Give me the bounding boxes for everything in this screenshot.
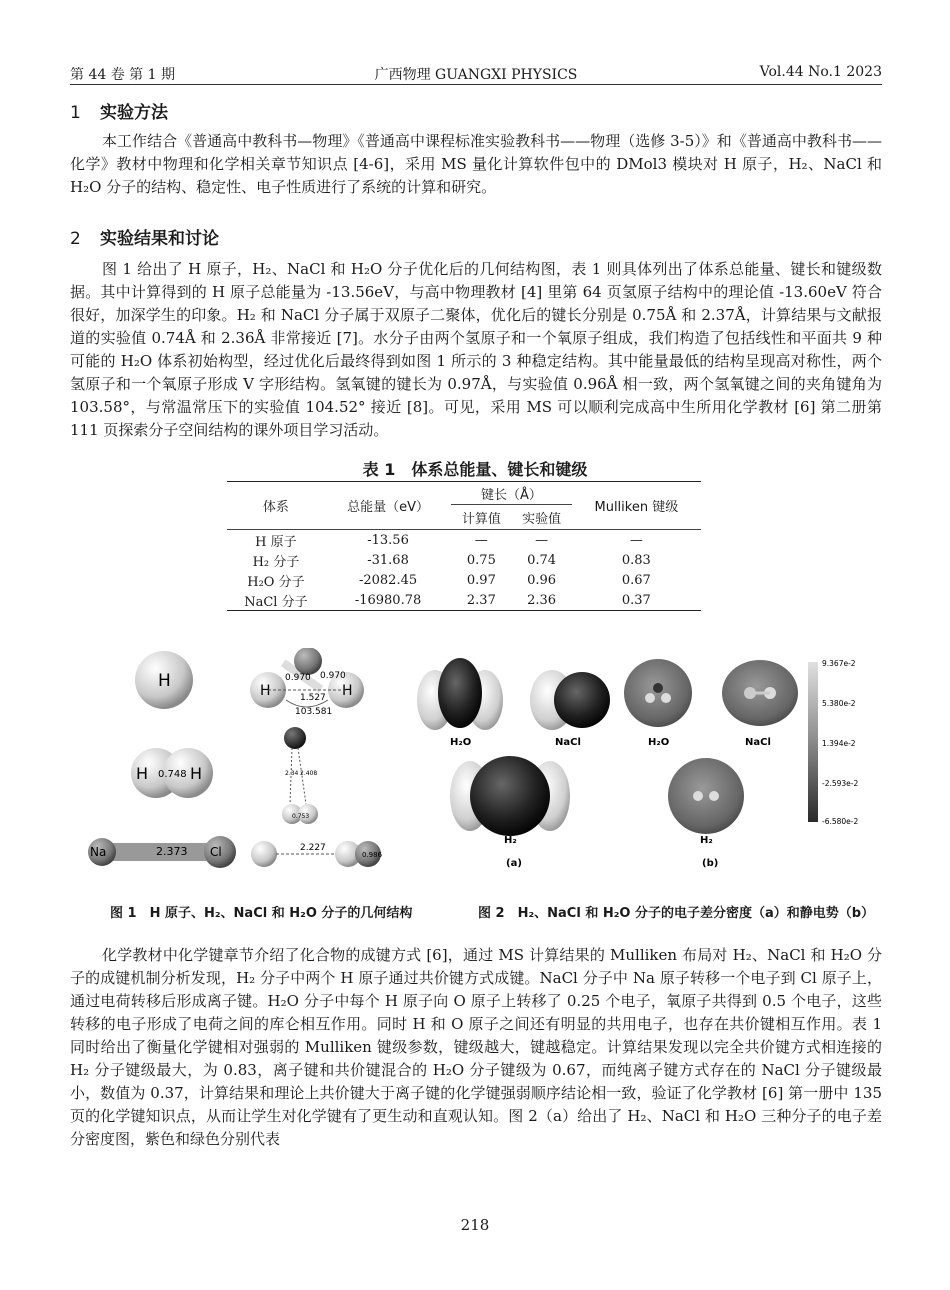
section-1-paragraph: 本工作结合《普通高中教科书—物理》《普通高中课程标准实验教科书——物理（选修 3-5）》和《普通高中教科书——化学》教材中物理和化学相关章节知识点 [4-6]，采用 MS 量化计算软件包中的 DMol3 模块对 H 原子，H₂、NaCl 和 H₂O 分子的结构、稳定性、电子性质进行了系统的计算和研究。 xyxy=(70,132,882,196)
label-h2-a: H₂ xyxy=(504,835,517,846)
scale-tick-1: 5.380e-2 xyxy=(822,699,856,708)
cell-exp: 2.36 xyxy=(527,592,557,608)
s2-dist-3: 0.753 xyxy=(292,813,310,820)
cell-calc: 2.37 xyxy=(466,592,496,608)
label-nacl-a: NaCl xyxy=(555,737,581,748)
cell-exp: — xyxy=(535,532,549,548)
cl-label: Cl xyxy=(210,845,222,859)
potential-h2 xyxy=(668,758,744,869)
section-1-heading xyxy=(70,98,168,123)
potential-color-scale xyxy=(808,659,858,826)
label-h2-b: H₂ xyxy=(700,835,713,846)
h2o-structure-3-model xyxy=(251,841,383,867)
table-row xyxy=(227,570,701,590)
cell-order: 0.67 xyxy=(621,572,651,588)
table-row xyxy=(227,550,701,570)
label-h2o-a: H₂O xyxy=(450,737,472,748)
figure-1-caption: 图 1 H 原子、H₂、NaCl 和 H₂O 分子的几何结构 xyxy=(110,906,413,921)
cell-system: H₂ 分子 xyxy=(252,554,300,570)
cell-order: 0.37 xyxy=(621,592,651,608)
cell-exp: 0.96 xyxy=(527,572,557,588)
scale-tick-3: -2.593e-2 xyxy=(822,779,859,788)
nacl-molecule-model xyxy=(88,836,236,868)
cell-system: H₂O 分子 xyxy=(247,574,305,590)
col-calc: 计算值 xyxy=(461,511,501,527)
cell-energy: -13.56 xyxy=(367,532,409,548)
h-atom-label: H xyxy=(158,671,171,691)
table-row xyxy=(227,530,701,551)
col-mulliken: Mulliken 键级 xyxy=(594,500,679,515)
cell-calc: 0.75 xyxy=(466,552,496,568)
table-row xyxy=(227,590,701,611)
col-bond-length: 键长（Å） xyxy=(451,482,571,505)
h-atom-model xyxy=(135,651,193,709)
nacl-bond-length: 2.373 xyxy=(156,845,188,858)
cell-order: — xyxy=(629,532,643,548)
density-nacl xyxy=(530,670,610,748)
figure-1-geometry xyxy=(80,648,420,878)
section-2-title: 实验结果和讨论 xyxy=(100,229,219,249)
table-1-title: 表 1 体系总能量、键长和键级 xyxy=(362,460,588,479)
density-h2 xyxy=(450,756,570,869)
cell-system: H 原子 xyxy=(255,534,297,550)
cell-energy: -16980.78 xyxy=(354,592,422,608)
scale-tick-2: 1.394e-2 xyxy=(822,739,856,748)
cell-system: NaCl 分子 xyxy=(244,594,308,610)
section-2-heading xyxy=(70,224,219,249)
h2o-hh-distance: 1.527 xyxy=(300,693,326,703)
cell-calc: 0.97 xyxy=(466,572,496,588)
header-volume-en: Vol.44 No.1 2023 xyxy=(759,64,882,80)
section-2-paragraph-2: 化学教材中化学键章节介绍了化合物的成键方式 [6]，通过 MS 计算结果的 Mulliken 布局对 H₂、NaCl 和 H₂O 分子的成键机制分析发现，H₂ 分子中两个 H 原子通过共价键方式成键。NaCl 分子中 Na 原子转移一个电子到 Cl 原子上，通过电荷转移后形成离子键。H₂O 分子中每个 H 原子向 O 原子上转移了 0.25 个电子，氧原子共得到 0.5 个电子，这些转移的电子形成了电荷之间的库仑相互作用。同时 H 和 O 原子之间还有明显的共用电子，也存在共价键相互作用。表 1 同时给出了衡量化学键相对强弱的 Mulliken 键级参数，键级越大，键越稳定。计算结果发现以完全共价键方式相连接的 H₂ 分子键级最大，为 0.83，离子键和共价键混合的 H₂O 分子键级为 0.67，而纯离子键方式存在的 NaCl 分子键级最小，数值为 0.37，计算结果和理论上共价键大于离子键的化学键强弱顺序结论相一致，验证了化学教材 [6] 第一册中 135 页的化学键知识点，从而让学生对化学键有了更生动和直观认知。图 2（a）给出了 H₂、NaCl 和 H₂O 三种分子的电子差分密度图，紫色和绿色分别代表 xyxy=(70,946,882,1148)
col-energy: 总能量（eV） xyxy=(347,500,429,515)
scale-tick-0: 9.367e-2 xyxy=(822,659,856,668)
label-h2o-b: H₂O xyxy=(648,737,670,748)
h2-bond-length: 0.748 xyxy=(158,769,187,780)
col-system: 体系 xyxy=(262,500,289,515)
potential-nacl xyxy=(722,660,798,748)
header-volume: 第 44 卷 第 1 期 xyxy=(70,67,175,83)
h2o-oh2-length: 0.970 xyxy=(320,671,346,681)
h2o-bond-angle: 103.581 xyxy=(295,707,333,717)
h2-molecule-model xyxy=(131,748,213,798)
section-2-paragraph: 图 1 给出了 H 原子，H₂、NaCl 和 H₂O 分子优化后的几何结构图，表 1 则具体列出了体系总能量、键长和键级数据。其中计算得到的 H 原子总能量为 -13.56eV，与高中物理教材 [4] 里第 64 页氢原子结构中的理论值 -13.60eV 符合很好，加深学生的印象。H₂ 和 NaCl 分子属于双原子二聚体，优化后的键长分别是 0.75Å 和 2.37Å，计算结果与文献报道的实验值 0.74Å 和 2.36Å 非常接近 [7]。水分子由两个氢原子和一个氧原子组成，我们构造了包括线性和平面共 9 种可能的 H₂O 体系初始构型，经过优化后最终得到如图 1 所示的 3 种稳定结构。其中能量最低的结构呈现高对称性，两个氢原子和一个氧原子形成 V 字形结构。氢氧键的键长为 0.97Å，与实验值 0.96Å 相一致，两个氢氧键之间的夹角键角为 103.58°，与常温常压下的实验值 104.52° 接近 [8]。可见，采用 MS 可以顺利完成高中生所用化学教材 [6] 第二册第 111 页探索分子空间结构的课外项目学习活动。 xyxy=(70,260,882,439)
h2o-geometry-model xyxy=(250,648,364,717)
cell-calc: — xyxy=(474,532,488,548)
label-nacl-b: NaCl xyxy=(745,737,771,748)
s3-dist-2: 0.986 xyxy=(362,851,383,859)
h2o-structure-2-model xyxy=(282,727,318,824)
panel-b-label: (b) xyxy=(702,858,719,869)
cell-energy: -31.68 xyxy=(367,552,409,568)
header-journal: 广西物理 GUANGXI PHYSICS xyxy=(374,67,578,83)
potential-h2o xyxy=(624,659,692,748)
cell-energy: -2082.45 xyxy=(358,572,418,588)
s3-dist-1: 2.227 xyxy=(300,843,326,853)
svg-text:H: H xyxy=(342,683,353,699)
s2-dist-2: 2.408 xyxy=(300,770,318,777)
na-label: Na xyxy=(90,845,107,859)
section-2-number: 2 xyxy=(70,229,81,249)
cell-exp: 0.74 xyxy=(527,552,557,568)
s2-dist-1: 2.34 xyxy=(285,770,299,777)
section-1-title: 实验方法 xyxy=(100,103,168,123)
cell-order: 0.83 xyxy=(621,552,651,568)
panel-a-label: (a) xyxy=(506,858,522,869)
running-header xyxy=(70,62,882,85)
figure-2-density-potential xyxy=(410,648,870,878)
figure-2-caption: 图 2 H₂、NaCl 和 H₂O 分子的电子差分密度（a）和静电势（b） xyxy=(478,906,875,921)
table-1 xyxy=(227,481,701,611)
h2o-oh1-length: 0.970 xyxy=(285,673,311,683)
density-h2o xyxy=(417,658,503,748)
svg-text:H: H xyxy=(136,764,149,783)
svg-text:H: H xyxy=(190,764,203,783)
section-1-number: 1 xyxy=(70,103,81,123)
page-number: 218 xyxy=(460,1216,490,1234)
svg-text:H: H xyxy=(260,683,271,699)
scale-tick-4: -6.580e-2 xyxy=(822,817,859,826)
col-exp: 实验值 xyxy=(522,511,562,527)
